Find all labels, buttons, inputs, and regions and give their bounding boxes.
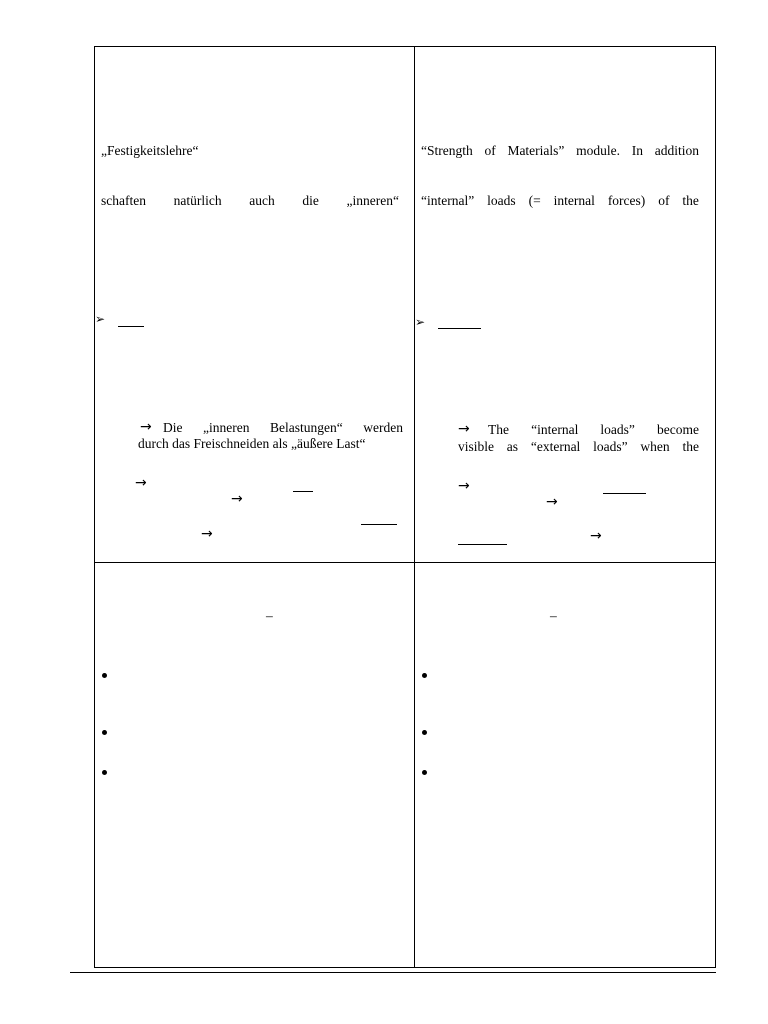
left-underline-blank [118, 326, 144, 327]
left-arrow-text-line2: durch das Freischneiden als „äußere Last“ [138, 436, 366, 451]
word: loads [487, 193, 516, 208]
right-arrow-text-line2 [458, 439, 699, 455]
right-underline-blank [603, 493, 646, 494]
left-underline-blank [361, 524, 397, 525]
right-right-arrow-icon: → [590, 528, 602, 544]
word: internal [553, 193, 595, 208]
word: addition [654, 143, 699, 158]
left-right-arrow-icon: → [231, 491, 243, 507]
left-underline-blank [293, 491, 313, 492]
left-text-festigkeitslehre: „Festigkeitslehre“ [101, 143, 199, 158]
right-right-arrow-icon: → [458, 478, 470, 494]
right-right-arrow-icon: → [458, 421, 470, 437]
word: of [658, 193, 670, 208]
word: The [488, 422, 509, 437]
left-arrow-text-line1 [163, 420, 403, 436]
word: schaften [101, 193, 146, 208]
right-right-arrow-icon: → [546, 494, 558, 510]
word: the [682, 193, 699, 208]
word: visible [458, 439, 494, 454]
row-divider [95, 562, 715, 563]
right-arrowhead-bullet-icon: ➢ [415, 315, 426, 329]
word: “internal” [421, 193, 475, 208]
right-underline-blank [438, 328, 481, 329]
right-bullet-icon [422, 730, 427, 735]
word: Materials” [507, 143, 565, 158]
footer-rule [70, 972, 716, 973]
right-bullet-icon [422, 673, 427, 678]
word: Belastungen“ [270, 420, 343, 435]
word: die [302, 193, 319, 208]
word: forces) [607, 193, 646, 208]
left-right-arrow-icon: → [140, 419, 152, 435]
left-bullet-icon [102, 730, 107, 735]
word: as [506, 439, 519, 454]
right-lower-dash: – [550, 608, 557, 623]
right-text-line-internal [421, 193, 699, 209]
word: „inneren [203, 420, 250, 435]
word: “Strength [421, 143, 473, 158]
right-text-line-strength [421, 143, 699, 159]
word: natürlich [173, 193, 222, 208]
left-arrowhead-bullet-icon: ➢ [95, 312, 106, 326]
word: the [682, 439, 699, 454]
word: In [631, 143, 643, 158]
left-right-arrow-icon: → [135, 475, 147, 491]
word: become [657, 422, 699, 437]
word: “internal [531, 422, 579, 437]
left-right-arrow-icon: → [201, 526, 213, 542]
word: (= [528, 193, 541, 208]
left-bullet-icon [102, 673, 107, 678]
right-underline-blank [458, 544, 507, 545]
left-bullet-icon [102, 770, 107, 775]
word: „inneren“ [346, 193, 399, 208]
word: of [484, 143, 496, 158]
word: loads” [600, 422, 635, 437]
right-arrow-text-line1 [488, 422, 699, 438]
column-divider [414, 47, 415, 967]
left-text-line-schaften [101, 193, 399, 209]
word: module. [576, 143, 621, 158]
bilingual-table [94, 46, 716, 968]
left-lower-dash: – [266, 608, 273, 623]
right-bullet-icon [422, 770, 427, 775]
word: auch [249, 193, 275, 208]
word: Die [163, 420, 183, 435]
word: when [640, 439, 670, 454]
word: “external [530, 439, 581, 454]
word: werden [363, 420, 403, 435]
word: loads” [593, 439, 628, 454]
